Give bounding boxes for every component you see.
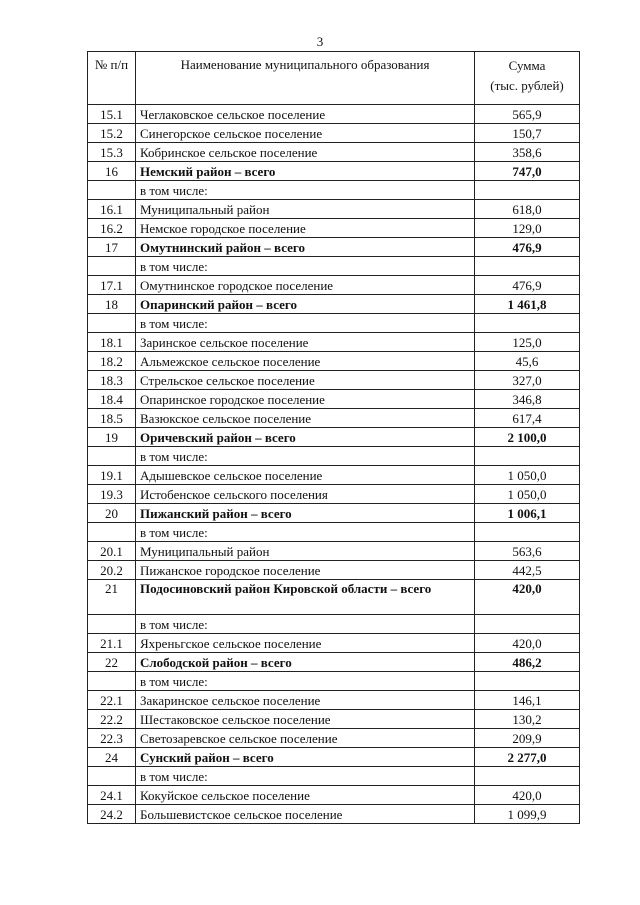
district-total-row — [88, 748, 580, 767]
row-number: 15.1 — [88, 105, 136, 124]
row-name: Муниципальный район — [136, 200, 475, 219]
row-number — [88, 767, 136, 786]
table-row — [88, 200, 580, 219]
row-number: 22 — [88, 653, 136, 672]
row-sum — [475, 314, 580, 333]
row-name: Омутнинское городское поселение — [136, 276, 475, 295]
row-number: 22.1 — [88, 691, 136, 710]
row-sum: 476,9 — [475, 238, 580, 257]
row-name: Закаринское сельское поселение — [136, 691, 475, 710]
row-number: 15.3 — [88, 143, 136, 162]
table-row — [88, 466, 580, 485]
table-row — [88, 691, 580, 710]
row-name: Слободской район – всего — [136, 653, 475, 672]
row-sum: 747,0 — [475, 162, 580, 181]
row-sum — [475, 257, 580, 276]
row-sum: 125,0 — [475, 333, 580, 352]
row-number: 24.1 — [88, 786, 136, 805]
row-number: 24.2 — [88, 805, 136, 824]
row-sum: 1 050,0 — [475, 485, 580, 504]
row-sum: 563,6 — [475, 542, 580, 561]
row-sum: 565,9 — [475, 105, 580, 124]
table-row — [88, 786, 580, 805]
row-number: 18 — [88, 295, 136, 314]
district-total-row — [88, 504, 580, 523]
row-number — [88, 181, 136, 200]
row-number: 24 — [88, 748, 136, 767]
row-number: 15.2 — [88, 124, 136, 143]
header-sum — [475, 52, 580, 105]
row-number: 16.2 — [88, 219, 136, 238]
row-sum: 2 277,0 — [475, 748, 580, 767]
row-name: Истобенское сельского поселения — [136, 485, 475, 504]
table-row — [88, 124, 580, 143]
row-number: 18.1 — [88, 333, 136, 352]
row-number: 16 — [88, 162, 136, 181]
row-sum: 129,0 — [475, 219, 580, 238]
row-number: 17 — [88, 238, 136, 257]
table-row — [88, 333, 580, 352]
row-number: 18.3 — [88, 371, 136, 390]
row-name: в том числе: — [136, 181, 475, 200]
row-name: в том числе: — [136, 672, 475, 691]
row-number: 20.2 — [88, 561, 136, 580]
row-number — [88, 314, 136, 333]
row-sum: 45,6 — [475, 352, 580, 371]
row-sum — [475, 767, 580, 786]
row-name: Альмежское сельское поселение — [136, 352, 475, 371]
table-row — [88, 105, 580, 124]
row-name: Пижанское городское поселение — [136, 561, 475, 580]
row-number — [88, 672, 136, 691]
table-row — [88, 371, 580, 390]
row-sum: 2 100,0 — [475, 428, 580, 447]
district-total-row — [88, 653, 580, 672]
table-body — [88, 105, 580, 824]
row-sum — [475, 447, 580, 466]
table-row — [88, 276, 580, 295]
row-sum: 150,7 — [475, 124, 580, 143]
header-municipality: Наименование муниципального образования — [136, 52, 475, 105]
header-number: № п/п — [88, 52, 136, 105]
subheading-row — [88, 447, 580, 466]
row-name: Вазюкское сельское поселение — [136, 409, 475, 428]
row-name: Пижанский район – всего — [136, 504, 475, 523]
row-number — [88, 615, 136, 634]
table-row — [88, 219, 580, 238]
page-number: 3 — [316, 34, 324, 49]
row-name: Синегорское сельское поселение — [136, 124, 475, 143]
row-number: 18.5 — [88, 409, 136, 428]
table-row — [88, 729, 580, 748]
header-sum-title: Сумма — [508, 58, 546, 73]
row-sum: 327,0 — [475, 371, 580, 390]
row-number — [88, 447, 136, 466]
row-number: 20 — [88, 504, 136, 523]
row-number — [88, 257, 136, 276]
row-name: Подосиновский район Кировской области – всего — [136, 580, 475, 615]
table-row — [88, 485, 580, 504]
table-row — [88, 352, 580, 371]
row-sum: 1 050,0 — [475, 466, 580, 485]
table-row — [88, 542, 580, 561]
row-name: Сунский район – всего — [136, 748, 475, 767]
district-total-row — [88, 162, 580, 181]
row-number: 18.2 — [88, 352, 136, 371]
row-sum: 442,5 — [475, 561, 580, 580]
row-name: Светозаревское сельское поселение — [136, 729, 475, 748]
table-row — [88, 143, 580, 162]
row-name: Яхреньгское сельское поселение — [136, 634, 475, 653]
row-sum — [475, 672, 580, 691]
row-number: 19 — [88, 428, 136, 447]
row-sum: 420,0 — [475, 634, 580, 653]
row-name: в том числе: — [136, 314, 475, 333]
row-sum: 617,4 — [475, 409, 580, 428]
table-row — [88, 805, 580, 824]
row-name: Опаринский район – всего — [136, 295, 475, 314]
row-sum: 486,2 — [475, 653, 580, 672]
row-sum: 209,9 — [475, 729, 580, 748]
table-row — [88, 561, 580, 580]
row-sum: 130,2 — [475, 710, 580, 729]
row-sum: 1 461,8 — [475, 295, 580, 314]
district-total-row — [88, 295, 580, 314]
table-header-row — [88, 52, 580, 105]
row-name: Омутнинский район – всего — [136, 238, 475, 257]
row-number — [88, 523, 136, 542]
table-row — [88, 710, 580, 729]
row-sum — [475, 523, 580, 542]
row-sum: 146,1 — [475, 691, 580, 710]
row-name: Оричевский район – всего — [136, 428, 475, 447]
subheading-row — [88, 672, 580, 691]
row-number: 22.2 — [88, 710, 136, 729]
row-sum: 476,9 — [475, 276, 580, 295]
subheading-row — [88, 615, 580, 634]
row-sum: 346,8 — [475, 390, 580, 409]
row-sum: 1 099,9 — [475, 805, 580, 824]
row-name: в том числе: — [136, 615, 475, 634]
row-sum — [475, 181, 580, 200]
row-name: Заринское сельское поселение — [136, 333, 475, 352]
subheading-row — [88, 314, 580, 333]
row-name: Адышевское сельское поселение — [136, 466, 475, 485]
row-sum: 420,0 — [475, 580, 580, 615]
subheading-row — [88, 181, 580, 200]
row-number: 20.1 — [88, 542, 136, 561]
row-name: в том числе: — [136, 257, 475, 276]
row-sum: 420,0 — [475, 786, 580, 805]
table-row — [88, 390, 580, 409]
row-name: Стрельское сельское поселение — [136, 371, 475, 390]
subheading-row — [88, 257, 580, 276]
table-row — [88, 634, 580, 653]
row-name: в том числе: — [136, 447, 475, 466]
table-row — [88, 409, 580, 428]
row-name: Кобринское сельское поселение — [136, 143, 475, 162]
row-name: Кокуйское сельское поселение — [136, 786, 475, 805]
row-name: Немский район – всего — [136, 162, 475, 181]
row-name: Большевистское сельское поселение — [136, 805, 475, 824]
row-name: Немское городское поселение — [136, 219, 475, 238]
row-number: 16.1 — [88, 200, 136, 219]
row-sum: 1 006,1 — [475, 504, 580, 523]
row-number: 19.3 — [88, 485, 136, 504]
district-total-row — [88, 580, 580, 615]
row-name: Шестаковское сельское поселение — [136, 710, 475, 729]
district-total-row — [88, 428, 580, 447]
subheading-row — [88, 523, 580, 542]
row-number: 21 — [88, 580, 136, 615]
row-name: Муниципальный район — [136, 542, 475, 561]
budget-table — [87, 51, 580, 824]
row-name: Опаринское городское поселение — [136, 390, 475, 409]
row-name: в том числе: — [136, 523, 475, 542]
row-name: в том числе: — [136, 767, 475, 786]
header-sum-unit: (тыс. рублей) — [490, 78, 564, 93]
row-number: 18.4 — [88, 390, 136, 409]
row-number: 19.1 — [88, 466, 136, 485]
row-number: 17.1 — [88, 276, 136, 295]
district-total-row — [88, 238, 580, 257]
row-sum: 358,6 — [475, 143, 580, 162]
row-name: Чеглаковское сельское поселение — [136, 105, 475, 124]
row-number: 21.1 — [88, 634, 136, 653]
row-number: 22.3 — [88, 729, 136, 748]
row-sum — [475, 615, 580, 634]
subheading-row — [88, 767, 580, 786]
row-sum: 618,0 — [475, 200, 580, 219]
